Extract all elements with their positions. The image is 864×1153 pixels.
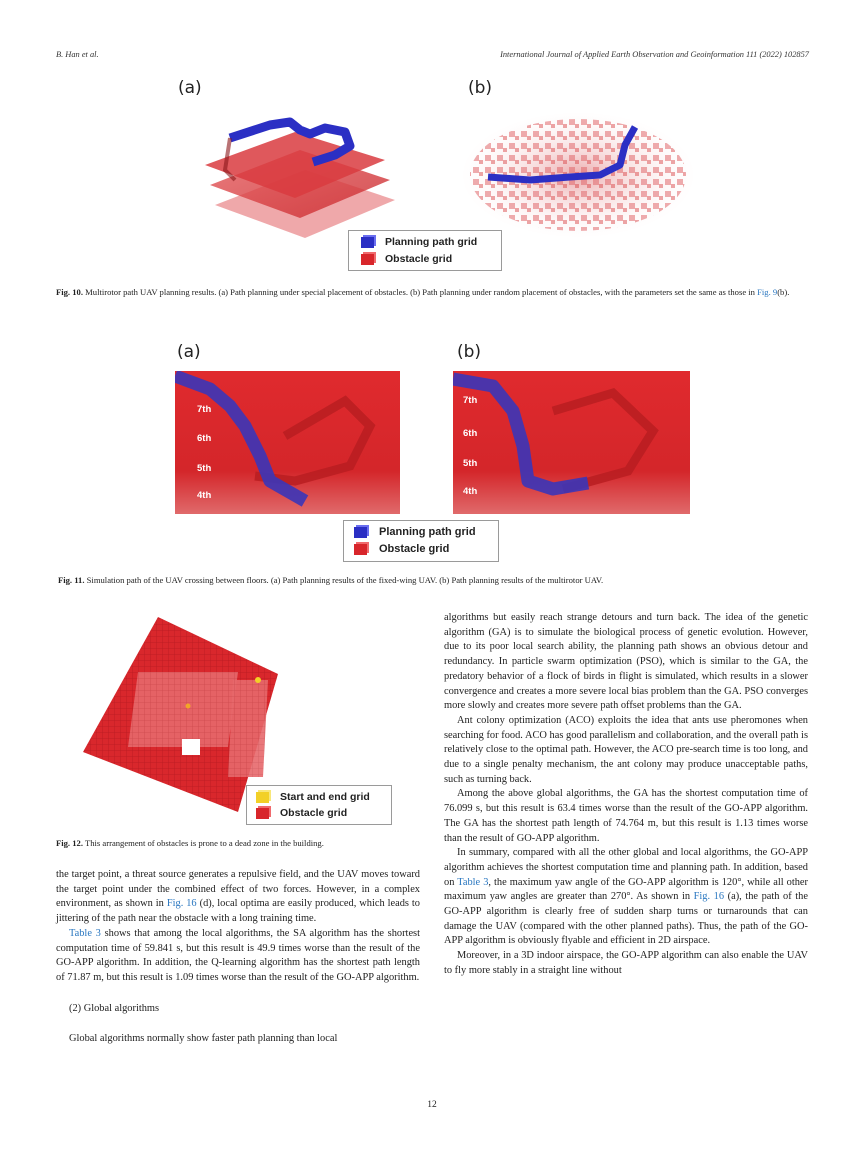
section-heading-global-algorithms: (2) Global algorithms	[69, 1002, 160, 1014]
fig11-legend-path	[354, 526, 476, 538]
fig12-legend	[246, 785, 392, 825]
start-end-swatch-icon	[256, 792, 269, 803]
left-paragraph-3: Global algorithms normally show faster path planning than local	[69, 1033, 338, 1045]
fig10-legend-obstacle	[361, 253, 452, 265]
fig11-legend-path-label: Planning path grid	[379, 526, 476, 538]
fig11-caption-text: Simulation path of the UAV crossing between floors. (a) Path planning results of the fixed-wing UAV. (b) Path planning results of the multirotor UAV.	[86, 575, 604, 585]
fig11-legend-obstacle-label: Obstacle grid	[379, 543, 450, 555]
fig10-legend-path-label: Planning path grid	[385, 236, 478, 248]
fig11-legend	[343, 520, 499, 562]
fig11b-floor-4: 4th	[463, 486, 478, 497]
figure-10	[170, 70, 710, 280]
left-p1-link[interactable]: Fig. 16	[166, 898, 197, 910]
right-paragraph-5: Moreover, in a 3D indoor airspace, the GO-APP algorithm can also enable the UAV to fly more stably in a straight line without	[444, 950, 808, 976]
right-paragraph-3: Among the above global algorithms, the GA has the shortest computation time of 76.099 s, but this result is 63.4 times worse than the result of the GO-APP algorithm. The GA has the shortest path length of 74.764 m, but this result is 1.13 times worse than the result of GO-APP algorithm.	[444, 788, 808, 844]
fig12-corridor	[228, 680, 268, 777]
fig12-dead-zone	[182, 739, 200, 755]
fig12-caption-label: Fig. 12.	[56, 838, 83, 848]
running-header-journal: International Journal of Applied Earth Observation and Geoinformation 111 (2022) 102857	[500, 50, 809, 59]
fig11a-floor-7: 7th	[197, 404, 212, 415]
fig12-legend-start-label: Start and end grid	[280, 791, 370, 803]
fig11-panel-b-label: (b)	[457, 342, 482, 362]
fig10-legend-path	[361, 236, 477, 248]
figure-11	[165, 336, 695, 566]
fig10-caption-text: Multirotor path UAV planning results. (a) Path planning under special placement of obstacles. (b) Path planning under random placement of obstacles, with the parameters set the same as those in	[85, 287, 755, 297]
path-swatch-icon	[361, 237, 374, 248]
fig10-legend	[348, 230, 502, 271]
fig12-legend-obstacle-label: Obstacle grid	[280, 807, 348, 819]
fig10-panel-a-label: (a)	[178, 78, 202, 98]
fig11-caption	[58, 574, 810, 587]
fig12-start-point	[255, 677, 261, 683]
fig10-caption-end: (b).	[777, 287, 790, 297]
fig12-image	[78, 612, 308, 812]
path-swatch-icon	[354, 527, 367, 538]
right-column	[444, 611, 808, 979]
right-p4-text-b: , the maximum yaw angle of the GO-APP algorithm is 120°, while all other maximum yaw angles are greater than 270°. As shown in	[444, 876, 808, 903]
fig10-panel-b-image	[460, 105, 700, 245]
right-p4-text-a: In summary, compared with all the other global and local algorithms, the GO-APP algorithm achieves the shortest computation time and planning path. In addition, based on	[444, 847, 808, 888]
fig11b-floor-5: 5th	[463, 458, 478, 469]
fig10-caption-link[interactable]: Fig. 9	[757, 287, 778, 297]
right-paragraph-4	[444, 846, 808, 949]
right-paragraph-2: Ant colony optimization (ACO) exploits the idea that ants use pheromones when searching for food. ACO has good parallelism and collaboration, and the overall path is relatively close to the optimal path. However, the ACO pre-search time is too long, and due to a single penalty mechanism, the ant colony may produce unacceptable paths, such as turning back.	[444, 714, 808, 785]
fig12-end-point	[186, 704, 191, 709]
left-paragraph-1	[56, 868, 420, 927]
fig11-legend-obstacle	[354, 543, 449, 555]
page-number: 12	[427, 1100, 437, 1110]
fig11b-background	[453, 371, 690, 514]
obstacle-swatch-icon	[361, 254, 374, 265]
figure-12	[78, 612, 418, 824]
left-p2-link[interactable]: Table 3	[69, 927, 101, 939]
right-p4-link-table[interactable]: Table 3	[457, 876, 489, 888]
fig11-panel-a-label: (a)	[177, 342, 201, 362]
fig12-caption-text: This arrangement of obstacles is prone to a dead zone in the building.	[84, 838, 324, 848]
left-paragraph-2	[56, 927, 420, 986]
fig11-caption-label: Fig. 11.	[58, 575, 85, 585]
fig10-panel-b-label: (b)	[468, 78, 493, 98]
fig11b-floor-7: 7th	[463, 395, 478, 406]
fig12-open-area	[128, 672, 238, 747]
left-p1-text-a: the target point, a threat source generates a repulsive field, and the UAV moves toward the target point under the combined effect of two forces. However, in a complex environment, as shown in	[56, 869, 420, 910]
fig11b-floor-6: 6th	[463, 428, 478, 439]
right-paragraph-1: algorithms but easily reach strange detours and turn back. The idea of the genetic algorithm (GA) is to simulate the biological process of genetic evolution. However, due to its poor local search ability, the planning path shows an obvious detour and redundancy. In particle swarm optimization (PSO), which is similar to the GA, the predatory behavior of a flock of birds in flight is simulated, which results in a slower convergence and creates a more severe local bias problem than the GA. PSO converges more slowly and creates more severe path offset problems than the GA.	[444, 612, 808, 712]
fig12-caption	[56, 837, 426, 850]
fig11a-floor-4: 4th	[197, 490, 212, 501]
obstacle-swatch-icon	[256, 808, 269, 819]
fig12-legend-start	[256, 791, 370, 803]
fig11-panel-b-image	[453, 371, 690, 514]
fig12-legend-obstacle	[256, 807, 347, 819]
fig10-caption-label: Fig. 10.	[56, 287, 83, 297]
right-p4-link-fig[interactable]: Fig. 16	[693, 891, 725, 903]
fig11a-floor-6: 6th	[197, 433, 212, 444]
left-p2-text: shows that among the local algorithms, the SA algorithm has the shortest computation time of 59.841 s, but this result is 49.9 times worse than the result of the GO-APP algorithm. In addition, the Q-learning algorithm has the shortest path length of 71.87 m, but this result is 1.09 times worse than the result of the GO-APP algorithm.	[56, 927, 420, 983]
left-p1-text-b: (d), local optima are easily produced, which leads to jittering of the path near the obstacle with a long training time.	[56, 898, 421, 925]
left-column	[56, 868, 420, 1047]
fig10-legend-obstacle-label: Obstacle grid	[385, 253, 453, 265]
running-header-authors: B. Han et al.	[56, 50, 99, 59]
fig11a-floor-5: 5th	[197, 463, 212, 474]
right-p4-text-c: (a), the path of the GO-APP algorithm is clearly free of sudden sharp turns or turnarounds that can damage the UAV (compared with the other planned paths). Thus, the path of the GO-APP algorithm is obviously flyable and efficient in 2D airspace.	[444, 891, 808, 947]
fig10-caption	[56, 286, 808, 299]
fig11-panel-a-image	[175, 371, 400, 514]
obstacle-swatch-icon	[354, 544, 367, 555]
